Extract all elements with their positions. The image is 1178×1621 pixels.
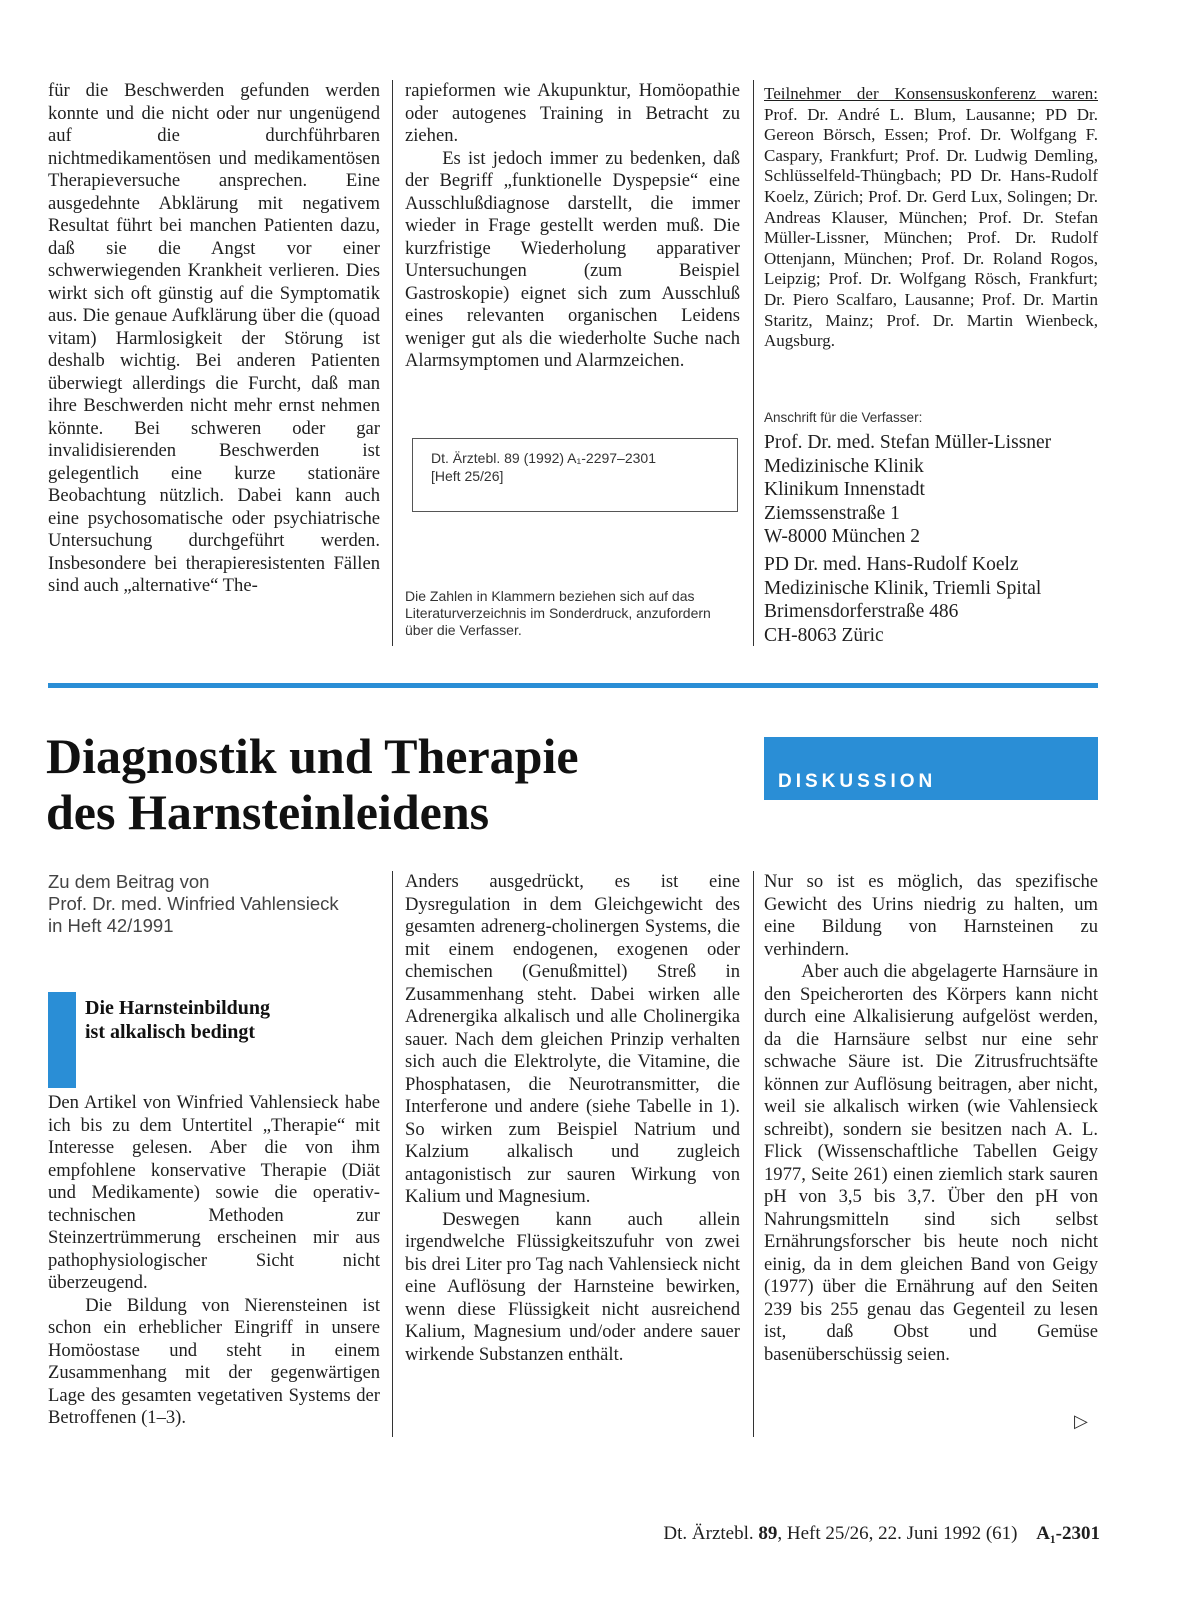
page-footer (560, 1523, 1100, 1545)
participants-list (764, 84, 1098, 394)
article-intro: Zu dem Beitrag von Prof. Dr. med. Winfried Vahlensieck in Heft 42/1991 (48, 871, 339, 936)
continue-arrow-icon: ▷ (1074, 1411, 1088, 1432)
article-paragraph: Aber auch die abgelagerte Harnsäure in den Speicherorten des Körpers kann nicht durch eine Alkalisierung aufgelöst werden, da die Harnsäure selbst nur eine sehr schwache Säure ist. Die Zitrusfruchtsäfte können zur Auflösung beitragen, aber nicht, weil sie alkalisch wirken (wie Vahlensieck schreibt), sondern sie besitzen nach A. L. Flick (Wissenschaftliche Tabellen Geigy 1977, Seite 261) einen ziemlich stark sauren pH von 3,5 bis 3,7. Über den pH von Nahrungsmitteln sind sich selbst Ernährungsforscher bis heute noch nicht einig, da in dem gleichen Band von Geigy (1977) über die Ernährung auf den Seiten 239 bis 255 genau das Gegenteil zu lesen ist, daß Obst und Gemüse basenüberschüssig seien. (764, 961, 1098, 1365)
article-paragraph: Die Bildung von Nierensteinen ist schon ein erheblicher Eingriff in unsere Homöostase und steht in einem Zusammenhang mit der gegenwärtigen Lage des gesamten vegetativen Systems der Betroffenen (1–3). (48, 1294, 380, 1428)
prev-article-paragraph: Es ist jedoch immer zu bedenken, daß der Begriff „funktionelle Dyspepsie“ eine Ausschlußdiagnose darstellt, die immer wieder in Frage gestellt werden muß. Die kurzfristige Wiederholung apparativer Untersuchungen (zum Beispiel Gastroskopie) eignet sich zum Ausschluß eines relevanten organischen Leidens weniger gut als die wiederholte Suche nach Alarmsymptomen und Alarmzeichen. (405, 147, 740, 371)
citation-line: [Heft 25/26] (431, 468, 504, 484)
article-paragraph: Den Artikel von Winfried Vahlensieck habe ich bis zu dem Untertitel „Therapie“ mit Interesse gelesen. Aber die von ihm empfohlene konservative Therapie (Diät und Medikamente) sowie die operativ-technischen Methoden zur Steinzertrümmerung erscheinen mir aus pathophysiologischer Sicht nicht überzeugend. (48, 1092, 380, 1293)
author-address-1: Prof. Dr. med. Stefan Müller-Lissner Medizinische Klinik Klinikum Innenstadt Ziemssenstraße 1 W-8000 München 2 (764, 432, 1052, 547)
discussion-badge-label: DISKUSSION (778, 771, 937, 792)
subheading-line: Die Harnsteinbildung (85, 997, 271, 1019)
prev-article-paragraph: rapieformen wie Akupunktur, Homöopathie oder autogenes Training in Betracht zu ziehen. (405, 80, 740, 146)
footer-volume: 89 (758, 1523, 778, 1544)
article-title-line: Diagnostik und Therapie (46, 728, 579, 784)
citation-line: Dt. Ärztebl. 89 (1992) A₁-2297–2301 (431, 450, 656, 466)
article-title (46, 728, 746, 840)
article-subheading (48, 992, 378, 1088)
literature-footnote: Die Zahlen in Klammern beziehen sich auf das Literaturverzeichnis im Sonderdruck, anzufordern über die Verfasser. (405, 588, 711, 638)
citation-box (412, 438, 738, 512)
section-divider-rule (48, 683, 1098, 688)
article-column-2 (405, 871, 740, 1441)
article-column-3 (764, 871, 1098, 1441)
subheading-line: ist alkalisch bedingt (85, 1021, 256, 1043)
subheading-accent-bar (48, 992, 76, 1088)
prev-article-paragraph: für die Beschwerden gefunden werden konnte und die nicht oder nur ungenügend auf die durchführbaren nichtmedikamentösen und medikamentösen Therapieversuche ansprechen. Eine ausgedehnte Abklärung mit negativem Resultat führt bei manchen Patienten dazu, daß sie die Angst vor einer schwerwiegenden Krankheit verlieren. Dies wirkt sich oft günstig auf die Symptomatik aus. Die genaue Aufklärung über die (quoad vitam) Harmlosigkeit der Störung ist deshalb wichtig. Bei anderen Patienten überwiegt allerdings die Furcht, daß man ihre Beschwerden nicht mehr ernst nehmen könnte. Bei schweren oder gar invalidisierenden Beschwerden ist gelegentlich eine kurze stationäre Beobachtung nützlich. Dabei kann auch eine psychosomatische oder psychiatrische Untersuchung durchgeführt werden. Insbesondere bei therapieresistenten Fällen sind auch „alternative“ The- (48, 80, 380, 596)
footer-issue-date: , Heft 25/26, 22. Juni 1992 (61) (777, 1523, 1018, 1544)
article-paragraph: Deswegen kann auch allein irgendwelche Flüssigkeitszufuhr von zwei bis drei Liter pro Tag nach Vahlensieck nicht eine Auflösung der Harnsteine bewirken, wenn diese Flüssigkeit nicht ausreichend Kalium, Magnesium und/oder andere sauer wirkende Substanzen enthält. (405, 1208, 740, 1365)
article-title-line: des Harnsteinleidens (46, 784, 490, 840)
footer-page-number: A₁-2301 (1036, 1523, 1100, 1544)
column-divider (392, 80, 393, 646)
participants-names: Prof. Dr. André L. Blum, Lausanne; PD Dr. Gereon Börsch, Essen; Prof. Dr. Wolfgang F. Caspary, Frankfurt; Prof. Dr. Ludwig Demling, Schlüsselfeld-Thüngbach; PD Dr. Hans-Rudolf Koelz, Zürich; Prof. Dr. Gerd Lux, Solingen; Dr. Andreas Klauser, München; Prof. Dr. Stefan Müller-Lissner, München; Prof. Dr. Rudolf Ottenjann, München; Prof. Dr. Roland Rogos, Leipzig; Prof. Dr. Wolfgang Rösch, Frankfurt; Dr. Piero Scalfaro, Lausanne; Prof. Dr. Martin Staritz, Mainz; Prof. Dr. Martin Wienbeck, Augsburg. (764, 104, 1098, 351)
participants-heading: Teilnehmer der Konsensuskonferenz waren: (764, 84, 1098, 103)
discussion-badge (764, 737, 1098, 800)
prev-article-column-1 (48, 80, 380, 650)
author-address-2: PD Dr. med. Hans-Rudolf Koelz Medizinische Klinik, Triemli Spital Brimensdorferstraße 486 CH-8063 Züric (764, 554, 1042, 646)
footer-journal: Dt. Ärztebl. (663, 1523, 754, 1544)
article-column-1 (48, 1092, 380, 1437)
article-paragraph: Nur so ist es möglich, das spezifische Gewicht des Urins niedrig zu halten, um eine Bildung von Harnsteinen zu verhindern. (764, 871, 1098, 960)
column-divider (753, 80, 754, 646)
column-divider (753, 871, 754, 1437)
column-divider (392, 871, 393, 1437)
article-paragraph: Anders ausgedrückt, es ist eine Dysregulation in dem Gleichgewicht des gesamten adrenerg-cholinergen Systems, die mit einem endogenen, exogenen oder chemischen (Genußmittel) Streß in Zusammenhang steht. Dabei wirken alle Adrenergika alkalisch und alle Cholinergika sauer. Nach dem gleichen Prinzip verhalten sich auch die Elektrolyte, die Vitamine, die Phosphatasen, die Neurotransmitter, die Interferone und andere (siehe Tabelle in 1). So wirken zum Beispiel Natrium und Kalzium alkalisch und zugleich antagonistisch zur sauren Wirkung von Kalium und Magnesium. (405, 871, 740, 1207)
address-label: Anschrift für die Verfasser: (764, 410, 923, 425)
prev-article-column-2 (405, 80, 740, 425)
